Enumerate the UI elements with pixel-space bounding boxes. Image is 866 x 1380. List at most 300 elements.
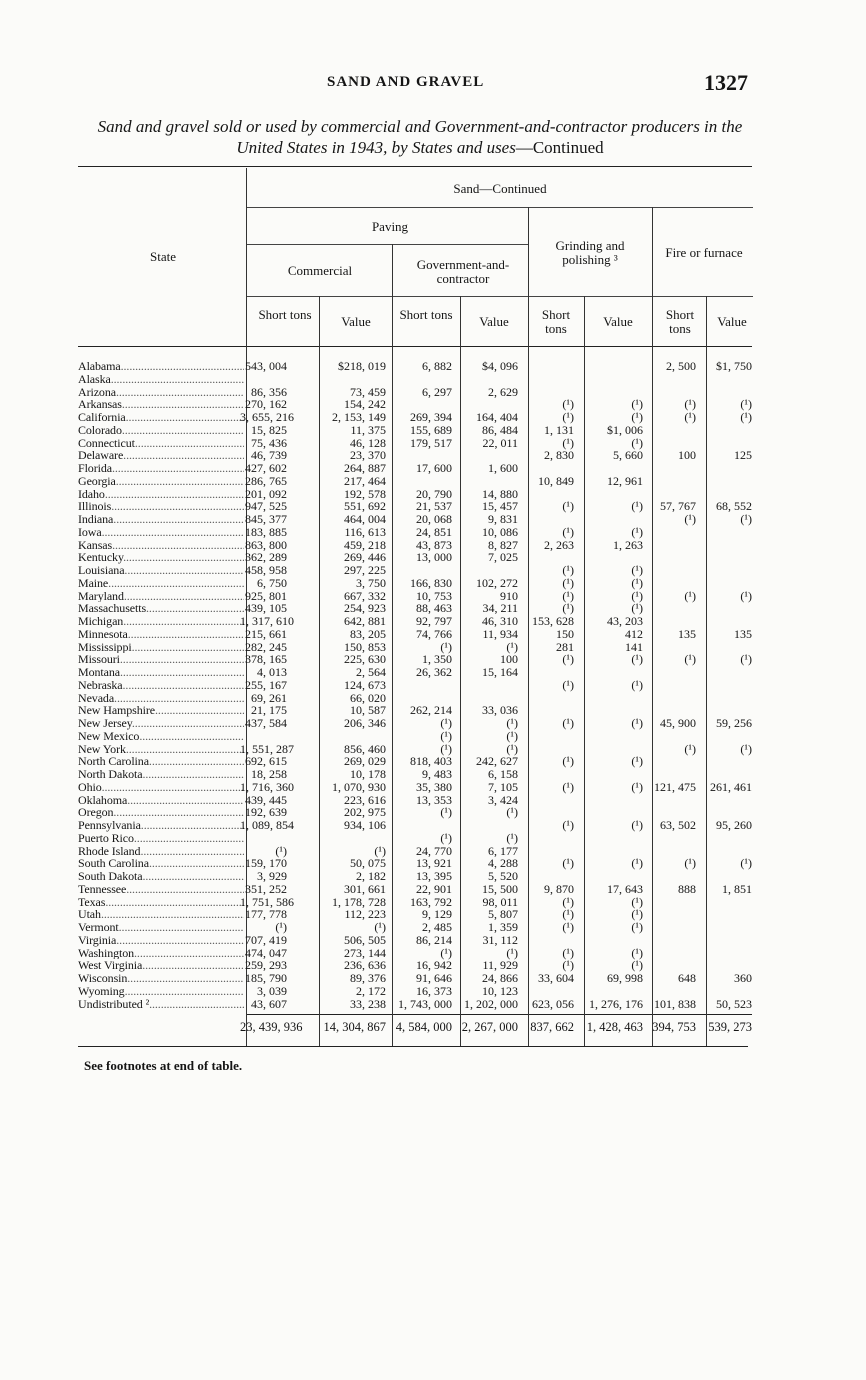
value-header: Value	[341, 314, 371, 329]
table-cell: 43, 203	[607, 614, 643, 628]
table-cell: 1, 131	[544, 422, 574, 437]
table-cell: 100	[678, 448, 696, 463]
table-cell: 86, 214	[416, 932, 452, 947]
table-cell: 66, 020	[350, 690, 386, 705]
group-header: Sand—Continued	[453, 181, 547, 196]
table-cell: (¹)	[562, 652, 574, 667]
table-cell: (¹)	[562, 958, 574, 973]
table-cell: 261, 461	[710, 779, 752, 794]
table-cell: 910	[500, 588, 518, 603]
table-cell: 100	[500, 652, 518, 667]
table-cell: 9, 831	[488, 512, 518, 526]
table-cell: (¹)	[740, 588, 752, 603]
table-cell: (¹)	[631, 677, 643, 692]
table-cell: 43, 873	[416, 537, 452, 552]
state-name: Missouri .....	[78, 653, 244, 666]
table-cell: 642, 881	[344, 614, 386, 628]
table-cell: (¹)	[562, 945, 574, 960]
table-cell: 26, 362	[416, 665, 452, 679]
table-row	[0, 679, 866, 692]
table-cell: (¹)	[631, 499, 643, 514]
table-cell: (¹)	[562, 588, 574, 603]
table-cell: (¹)	[631, 779, 643, 794]
state-name: Maryland .....	[78, 590, 244, 603]
table-cell: 217, 464	[344, 473, 386, 488]
table-cell: 1, 359	[488, 920, 518, 934]
table-cell: (¹)	[506, 728, 518, 743]
state-name: Massachusetts .....	[78, 602, 244, 615]
table-cell: (¹)	[562, 677, 574, 692]
table-cell: 179, 517	[410, 435, 452, 450]
govt-contractor-header: Government-and-contractor	[416, 257, 510, 286]
table-cell: (¹)	[440, 716, 452, 730]
table-cell: 474, 047	[245, 945, 287, 960]
table-cell: 648	[678, 971, 696, 985]
table-cell: 13, 353	[416, 792, 452, 807]
table-cell: 2, 263	[544, 537, 574, 552]
table-cell: 68, 552	[716, 499, 752, 514]
table-cell: $4, 096	[482, 359, 518, 373]
state-name: Indiana .....	[78, 513, 244, 526]
table-cell: 888	[678, 881, 696, 896]
state-name: Rhode Island .....	[78, 845, 244, 858]
state-name: Florida .....	[78, 462, 244, 475]
short-tons-header: Short tons	[665, 307, 695, 336]
table-cell: (¹)	[631, 524, 643, 539]
table-row	[0, 628, 866, 641]
state-name: New York .....	[78, 743, 244, 756]
table-cell: $1, 006	[607, 422, 643, 437]
table-cell: 34, 211	[482, 601, 518, 616]
table-row	[0, 883, 866, 896]
table-cell: 88, 463	[416, 601, 452, 616]
table-cell: 69, 261	[251, 690, 287, 705]
table-cell: 155, 689	[410, 422, 452, 437]
table-cell: 135	[678, 626, 696, 641]
table-row	[0, 551, 866, 564]
table-cell: 18, 258	[251, 767, 287, 781]
total-cell: 14, 304, 867	[323, 1020, 386, 1034]
table-cell: (¹)	[631, 818, 643, 832]
table-cell: 102, 272	[476, 575, 518, 590]
table-cell: (¹)	[631, 575, 643, 590]
table-cell: 5, 807	[488, 907, 518, 922]
table-row	[0, 513, 866, 526]
short-tons-header: Short tons	[399, 307, 453, 322]
table-cell: 667, 332	[344, 588, 386, 603]
table-cell: 15, 457	[482, 499, 518, 514]
table-cell: 6, 158	[488, 767, 518, 781]
table-cell: 50, 523	[716, 996, 752, 1011]
table-cell: 10, 086	[482, 524, 518, 539]
totals-row	[0, 1021, 866, 1034]
total-cell: 1, 428, 463	[586, 1020, 643, 1034]
table-cell: (¹)	[562, 524, 574, 539]
table-cell: 2, 500	[666, 359, 696, 373]
table-cell: 506, 505	[344, 932, 386, 947]
table-cell: 223, 616	[344, 792, 386, 807]
table-cell: 22, 901	[416, 881, 452, 896]
state-name: Virginia .....	[78, 934, 244, 947]
table-cell: 1, 551, 287	[240, 741, 294, 756]
table-cell: 164, 404	[476, 410, 518, 424]
total-cell: 23, 439, 936	[240, 1020, 303, 1034]
table-cell: 427, 602	[245, 461, 287, 475]
fire-furnace-header: Fire or furnace	[665, 245, 743, 260]
table-row	[0, 615, 866, 628]
table-cell: (¹)	[562, 894, 574, 909]
table-cell: 20, 068	[416, 512, 452, 526]
table-cell: (¹)	[684, 741, 696, 756]
table-cell: 6, 177	[488, 843, 518, 858]
table-cell: (¹)	[562, 818, 574, 832]
state-name: California .....	[78, 411, 244, 424]
table-cell: 2, 564	[356, 665, 386, 679]
table-cell: 150	[556, 626, 574, 641]
table-cell: 11, 934	[482, 626, 518, 641]
table-cell: 3, 424	[488, 792, 518, 807]
table-cell: 707, 419	[245, 932, 287, 947]
table-cell: 46, 128	[350, 435, 386, 450]
table-cell: (¹)	[684, 512, 696, 526]
table-cell: 46, 310	[482, 614, 518, 628]
table-row	[0, 577, 866, 590]
table-cell: 362, 289	[245, 550, 287, 565]
table-cell: 254, 923	[344, 601, 386, 616]
table-cell: 15, 825	[251, 422, 287, 437]
table-cell: $1, 750	[716, 359, 752, 373]
table-cell: (¹)	[740, 512, 752, 526]
table-row	[0, 424, 866, 437]
table-cell: 215, 661	[245, 626, 287, 641]
table-cell: 33, 604	[538, 971, 574, 985]
table-row	[0, 985, 866, 998]
state-name: New Mexico .....	[78, 730, 244, 743]
table-row	[0, 386, 866, 399]
table-cell: (¹)	[631, 856, 643, 871]
table-cell: 236, 636	[344, 958, 386, 973]
table-cell: 15, 164	[482, 665, 518, 679]
table-cell: 225, 630	[344, 652, 386, 667]
table-cell: 46, 739	[251, 448, 287, 463]
state-name: Alabama .....	[78, 360, 244, 373]
table-cell: (¹)	[562, 779, 574, 794]
paving-header: Paving	[371, 219, 409, 234]
table-cell: (¹)	[440, 728, 452, 743]
short-tons-header: Short tons	[258, 307, 312, 322]
table-row	[0, 794, 866, 807]
table-cell: (¹)	[506, 830, 518, 845]
state-name: New Hampshire .....	[78, 704, 244, 717]
table-row	[0, 564, 866, 577]
table-cell: 192, 578	[344, 486, 386, 501]
table-cell: 856, 460	[344, 741, 386, 756]
table-cell: (¹)	[631, 754, 643, 769]
table-cell: 45, 900	[660, 716, 696, 730]
table-cell: 3, 655, 216	[240, 410, 294, 424]
table-cell: 2, 172	[356, 983, 386, 998]
table-cell: 3, 929	[257, 869, 287, 883]
table-cell: 692, 615	[245, 754, 287, 769]
table-cell: 6, 297	[422, 384, 452, 399]
state-name: Kansas .....	[78, 539, 244, 552]
table-cell: 24, 866	[482, 971, 518, 985]
table-cell: (¹)	[374, 920, 386, 934]
table-cell: (¹)	[631, 920, 643, 934]
page-number: 1327	[704, 70, 748, 95]
table-cell: 159, 170	[245, 856, 287, 871]
caption-suffix: —Continued	[515, 138, 604, 157]
state-name: Connecticut .....	[78, 437, 244, 450]
state-name: North Carolina .....	[78, 755, 244, 768]
table-cell: 101, 838	[654, 996, 696, 1011]
table-cell: 141	[625, 639, 643, 654]
table-cell: (¹)	[631, 563, 643, 577]
state-name: Colorado .....	[78, 424, 244, 437]
total-cell: 539, 273	[708, 1020, 752, 1034]
table-row	[0, 998, 866, 1011]
table-cell: (¹)	[562, 754, 574, 769]
table-cell: 863, 800	[245, 537, 287, 552]
table-cell: 9, 129	[422, 907, 452, 922]
table-cell: 24, 770	[416, 843, 452, 858]
short-tons-header: Short tons	[541, 307, 571, 336]
table-row	[0, 730, 866, 743]
table-cell: 16, 373	[416, 983, 452, 998]
table-cell: 6, 750	[257, 575, 287, 590]
table-cell: 14, 880	[482, 486, 518, 501]
table-row	[0, 360, 866, 373]
state-name: Illinois .....	[78, 500, 244, 513]
state-name: Oregon .....	[78, 806, 244, 819]
table-cell: 73, 459	[350, 384, 386, 399]
table-cell: 150, 853	[344, 639, 386, 654]
table-bottom-rule	[78, 1046, 748, 1047]
table-cell: 1, 070, 930	[332, 779, 386, 794]
table-cell: 125	[734, 448, 752, 463]
table-cell: 1, 600	[488, 461, 518, 475]
table-cell: 121, 475	[654, 779, 696, 794]
state-name: New Jersey .....	[78, 717, 244, 730]
state-name: Tennessee .....	[78, 883, 244, 896]
table-cell: 437, 584	[245, 716, 287, 730]
table-cell: 10, 849	[538, 473, 574, 488]
table-cell: 11, 375	[350, 422, 386, 437]
state-name: South Dakota .....	[78, 870, 244, 883]
table-row	[0, 934, 866, 947]
header-bottom-rule	[78, 346, 752, 347]
table-cell: (¹)	[631, 601, 643, 616]
table-cell: (¹)	[275, 920, 287, 934]
table-row	[0, 819, 866, 832]
table-cell: 262, 214	[410, 703, 452, 718]
table-row	[0, 475, 866, 488]
state-name: West Virginia .....	[78, 959, 244, 972]
table-cell: 439, 105	[245, 601, 287, 616]
state-name: Vermont .....	[78, 921, 244, 934]
table-cell: (¹)	[684, 588, 696, 603]
table-cell: 98, 011	[482, 894, 518, 909]
table-cell: 166, 830	[410, 575, 452, 590]
table-row	[0, 526, 866, 539]
table-cell: 50, 075	[350, 856, 386, 871]
state-name: Maine .....	[78, 577, 244, 590]
table-row	[0, 717, 866, 730]
state-name: Undistributed ² .....	[78, 998, 244, 1011]
table-cell: 74, 766	[416, 626, 452, 641]
table-cell: 8, 827	[488, 537, 518, 552]
table-cell: 301, 661	[344, 881, 386, 896]
table-cell: (¹)	[562, 410, 574, 424]
state-name: Idaho .....	[78, 488, 244, 501]
table-cell: 459, 218	[344, 537, 386, 552]
table-cell: 13, 000	[416, 550, 452, 565]
state-name: North Dakota .....	[78, 768, 244, 781]
table-cell: (¹)	[684, 410, 696, 424]
table-cell: (¹)	[440, 830, 452, 845]
table-cell: 83, 205	[350, 626, 386, 641]
table-cell: 17, 600	[416, 461, 452, 475]
table-cell: 925, 801	[245, 588, 287, 603]
table-cell: 947, 525	[245, 499, 287, 514]
running-title: SAND AND GRAVEL	[327, 74, 485, 90]
table-cell: 20, 790	[416, 486, 452, 501]
table-cell: 86, 356	[251, 384, 287, 399]
table-cell: 3, 039	[257, 983, 287, 998]
state-name: Nebraska .....	[78, 679, 244, 692]
table-cell: 7, 025	[488, 550, 518, 565]
sand-group-rule	[247, 207, 753, 208]
total-cell: 2, 267, 000	[461, 1020, 518, 1034]
state-name: Mississippi .....	[78, 641, 244, 654]
table-cell: (¹)	[740, 397, 752, 412]
table-cell: (¹)	[740, 856, 752, 871]
grinding-polishing-header: Grinding and polishing ³	[555, 238, 625, 267]
value-header: Value	[717, 314, 747, 329]
table-cell: 92, 797	[416, 614, 452, 628]
table-cell: 3, 750	[356, 575, 386, 590]
table-cell: 1, 851	[722, 881, 752, 896]
commercial-header: Commercial	[287, 263, 353, 278]
paving-rule	[247, 244, 528, 245]
table-cell: 1, 263	[613, 537, 643, 552]
table-cell: 91, 646	[416, 971, 452, 985]
table-cell: (¹)	[562, 601, 574, 616]
table-cell: 255, 167	[245, 677, 287, 692]
table-cell: 439, 445	[245, 792, 287, 807]
subheader-rule	[247, 296, 753, 297]
table-cell: (¹)	[631, 410, 643, 424]
state-name: Arizona .....	[78, 386, 244, 399]
table-cell: (¹)	[684, 652, 696, 667]
state-name: Montana .....	[78, 666, 244, 679]
table-cell: (¹)	[631, 435, 643, 450]
table-cell: (¹)	[440, 945, 452, 960]
table-cell: 269, 029	[344, 754, 386, 769]
table-cell: (¹)	[684, 397, 696, 412]
caption-text: Sand and gravel sold or used by commercial and Government-and-contractor producers in the United States in 1943, by States and uses	[97, 117, 743, 157]
table-row	[0, 666, 866, 679]
table-row	[0, 832, 866, 845]
footnote: See footnotes at end of table.	[84, 1058, 243, 1073]
total-cell: 4, 584, 000	[395, 1020, 452, 1034]
table-cell: 201, 092	[245, 486, 287, 501]
table-cell: 183, 885	[245, 524, 287, 539]
state-name: Georgia .....	[78, 475, 244, 488]
totals-top-rule	[246, 1014, 752, 1015]
table-cell: (¹)	[631, 894, 643, 909]
table-row	[0, 781, 866, 794]
state-name: Texas .....	[78, 896, 244, 909]
table-cell: 464, 004	[344, 512, 386, 526]
table-cell: 16, 942	[416, 958, 452, 973]
table-cell: 2, 182	[356, 869, 386, 883]
table-cell: (¹)	[740, 652, 752, 667]
table-cell: (¹)	[684, 856, 696, 871]
table-cell: 116, 613	[344, 524, 386, 539]
value-header: Value	[603, 314, 633, 329]
total-cell: 837, 662	[530, 1020, 574, 1034]
table-cell: 1, 089, 854	[240, 818, 294, 832]
table-cell: 623, 056	[532, 996, 574, 1011]
table-cell: 185, 790	[245, 971, 287, 985]
state-name: Michigan .....	[78, 615, 244, 628]
table-cell: (¹)	[562, 575, 574, 590]
table-cell: 4, 288	[488, 856, 518, 871]
table-cell: 281	[556, 639, 574, 654]
table-cell: 1, 276, 176	[589, 996, 643, 1011]
table-cell: 69, 998	[607, 971, 643, 985]
table-cell: (¹)	[506, 716, 518, 730]
table-cell: 1, 317, 610	[240, 614, 294, 628]
table-cell: (¹)	[740, 410, 752, 424]
table-cell: 13, 921	[416, 856, 452, 871]
table-row	[0, 870, 866, 883]
table-cell: 202, 975	[344, 805, 386, 820]
table-cell: 282, 245	[245, 639, 287, 654]
table-cell: 6, 882	[422, 359, 452, 373]
state-name: Ohio .....	[78, 781, 244, 794]
state-name: Oklahoma .....	[78, 794, 244, 807]
table-cell: 10, 587	[350, 703, 386, 718]
state-header: State	[150, 249, 176, 264]
table-top-rule	[78, 166, 752, 167]
table-cell: 543, 004	[245, 359, 287, 373]
table-cell: 264, 887	[344, 461, 386, 475]
table-row	[0, 373, 866, 386]
table-cell: 11, 929	[482, 958, 518, 973]
table-cell: 154, 242	[344, 397, 386, 412]
state-name: Alaska .....	[78, 373, 244, 386]
table-cell: 1, 751, 586	[240, 894, 294, 909]
table-cell: (¹)	[740, 741, 752, 756]
state-name: Wisconsin .....	[78, 972, 244, 985]
state-name: Iowa .....	[78, 526, 244, 539]
table-cell: 269, 446	[344, 550, 386, 565]
table-cell: 7, 105	[488, 779, 518, 794]
table-cell: 934, 106	[344, 818, 386, 832]
table-cell: (¹)	[374, 843, 386, 858]
state-name: Utah .....	[78, 908, 244, 921]
table-cell: 13, 395	[416, 869, 452, 883]
table-caption	[80, 116, 760, 158]
table-cell: (¹)	[275, 843, 287, 858]
table-cell: (¹)	[631, 652, 643, 667]
table-cell: 10, 753	[416, 588, 452, 603]
table-cell: 135	[734, 626, 752, 641]
table-cell: 15, 500	[482, 881, 518, 896]
table-cell: (¹)	[562, 856, 574, 871]
